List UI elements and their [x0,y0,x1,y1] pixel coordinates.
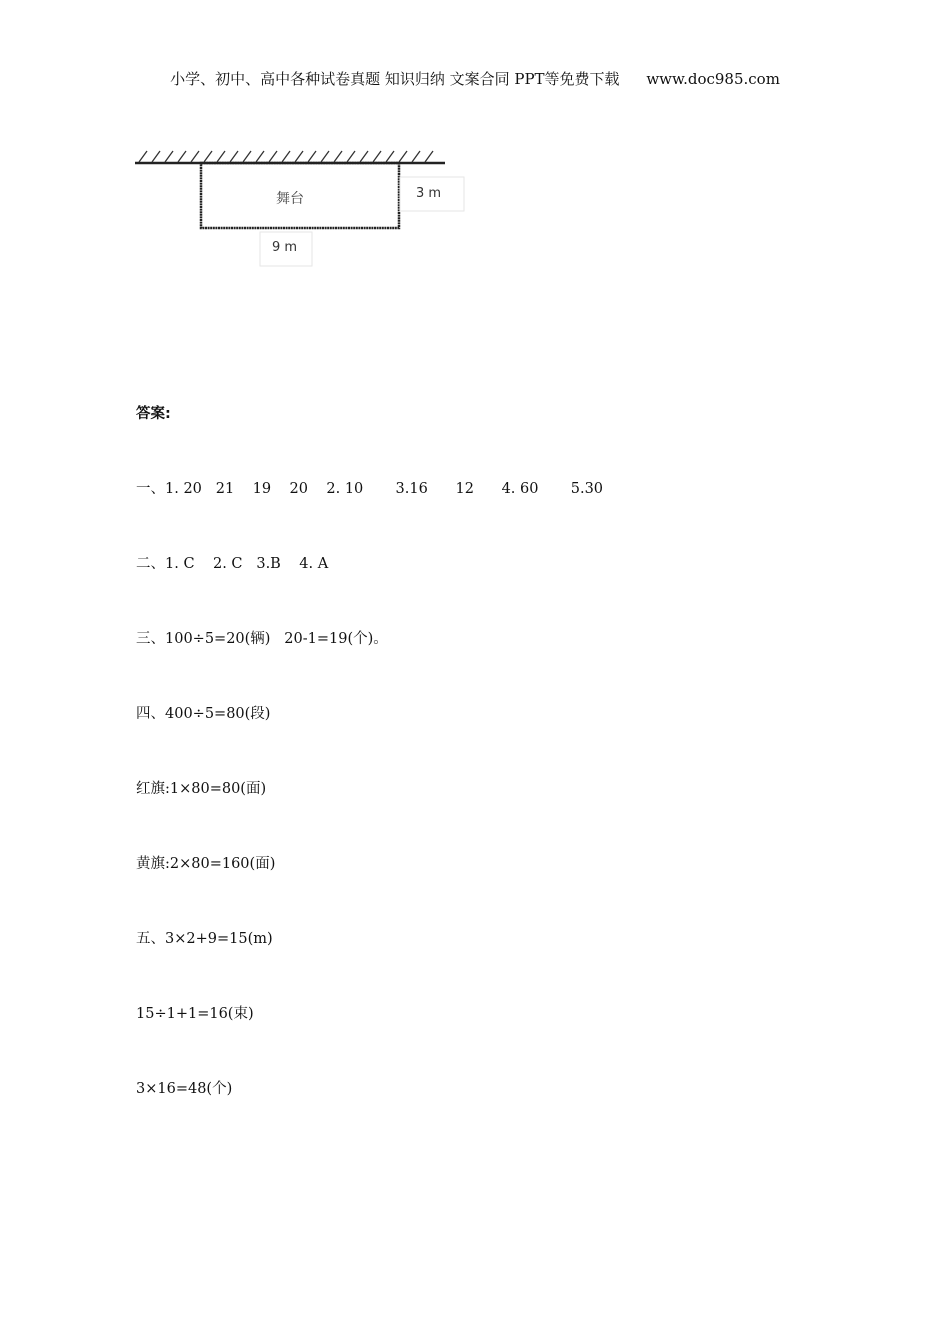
page-header [0,68,950,89]
answer-line: 三、100÷5=20(辆) 20-1=19(个)。 [136,631,388,647]
answer-title: 答案: [136,406,171,422]
header-text: 小学、初中、高中各种试卷真题 知识归纳 文案合同 PPT等免费下载 [170,70,620,88]
wall-hatching [139,151,433,162]
answer-line: 3×16=48(个) [136,1081,233,1097]
answer-line: 红旗:1×80=80(面) [136,781,267,797]
header-url: www.doc985.com [646,70,780,88]
answer-line: 一、1. 20 21 19 20 2. 10 3.16 12 4. 60 5.30 [136,481,604,497]
answer-line: 黄旗:2×80=160(面) [136,856,276,872]
width-label: 9 m [272,240,298,255]
stage-diagram [130,140,480,275]
answer-line: 二、1. C 2. C 3.B 4. A [136,556,329,572]
answer-section [136,352,603,1127]
answer-line: 四、400÷5=80(段) [136,706,271,722]
stage-label: 舞台 [276,191,304,207]
stage-diagram-drawing [130,140,480,275]
height-label: 3 m [416,186,442,201]
answer-line: 五、3×2+9=15(m) [136,931,273,947]
answer-line: 15÷1+1=16(束) [136,1006,254,1022]
